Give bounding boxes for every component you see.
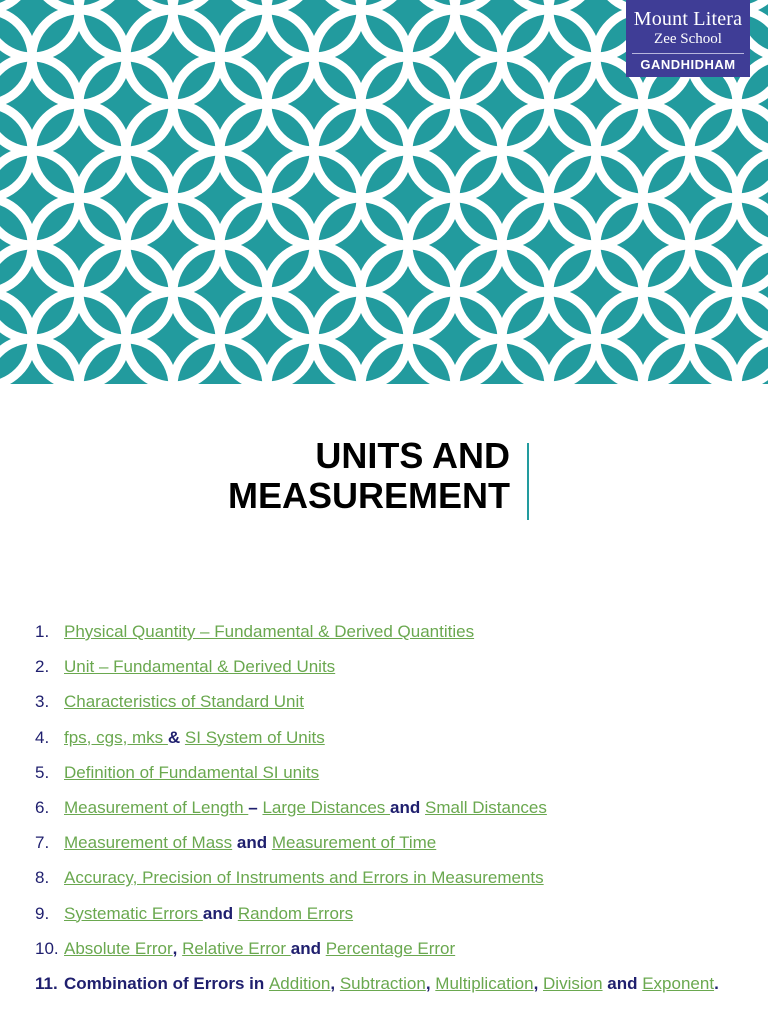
agenda-item-text [64, 620, 744, 644]
agenda-link[interactable]: Multiplication [435, 973, 534, 993]
agenda-item-text [64, 902, 744, 926]
agenda-link[interactable]: Percentage Error [325, 938, 456, 958]
agenda-link[interactable]: Exponent [642, 973, 715, 993]
agenda-link[interactable]: Relative Error [182, 938, 291, 958]
agenda-connector-text: and [390, 797, 425, 817]
agenda-item-number: 6. [35, 797, 50, 817]
agenda-link[interactable]: SI System of Units [184, 727, 325, 747]
agenda-link[interactable]: Systematic Errors [64, 903, 203, 923]
agenda-list [30, 620, 750, 1032]
agenda-connector-text: and [290, 938, 326, 958]
agenda-item-number: 9. [35, 903, 50, 923]
agenda-link[interactable]: Small Distances [425, 797, 547, 817]
agenda-link[interactable]: fps, cgs, mks [64, 727, 168, 747]
agenda-item-text [64, 937, 744, 961]
agenda-connector-text: and [202, 903, 238, 923]
agenda-link[interactable]: Physical Quantity – Fundamental & Derived Quantities [64, 622, 475, 641]
agenda-item-number: 7. [35, 833, 50, 853]
logo-name: Mount Litera [633, 8, 743, 30]
agenda-item [30, 796, 750, 831]
logo-location: GANDHIDHAM [640, 57, 736, 72]
agenda-item [30, 972, 750, 1032]
agenda-connector-text: . [714, 973, 719, 993]
agenda-item-text [64, 655, 744, 679]
agenda-item [30, 937, 750, 972]
agenda-link[interactable]: Subtraction [339, 973, 426, 993]
agenda-link[interactable]: Absolute Error [64, 938, 173, 958]
agenda-connector-text: , [425, 973, 436, 993]
agenda-item [30, 866, 750, 901]
agenda-item-text [64, 726, 744, 750]
agenda-item-text [64, 690, 744, 714]
agenda-item-number: 1. [35, 622, 50, 641]
agenda-link[interactable]: Measurement of Time [271, 833, 437, 853]
agenda-item-text [64, 972, 744, 996]
agenda-item-number: 5. [35, 762, 50, 782]
agenda-link[interactable]: Division [543, 973, 603, 993]
agenda-item-number: 3. [35, 692, 50, 712]
agenda-item-number: 4. [35, 727, 50, 747]
agenda-link[interactable]: Unit – Fundamental & Derived Units [64, 657, 336, 677]
agenda-item [30, 620, 750, 655]
agenda-item [30, 690, 750, 725]
agenda-item-text [64, 761, 744, 785]
agenda-link[interactable]: Measurement of Length [64, 797, 249, 817]
agenda-item [30, 831, 750, 866]
logo-divider [632, 53, 744, 54]
agenda-link[interactable]: Characteristics of Standard Unit [64, 692, 304, 712]
agenda-connector-text: and [232, 833, 272, 853]
agenda-item-number: 8. [35, 868, 50, 888]
agenda-link[interactable]: Accuracy, Precision of Instruments and Errors in Measurements [64, 868, 544, 888]
agenda-item-text [64, 796, 744, 820]
agenda-connector-text: Combination of Errors in [64, 973, 269, 993]
agenda-item-number: 2. [35, 657, 50, 677]
logo-subname: Zee School [654, 31, 722, 47]
agenda-item [30, 761, 750, 796]
agenda-connector-text: & [167, 727, 185, 747]
agenda-item-text [64, 866, 744, 890]
agenda-link[interactable]: Measurement of Mass [64, 833, 233, 853]
page-title [228, 436, 510, 516]
agenda-link[interactable]: Addition [268, 973, 331, 993]
agenda-connector-text: , [172, 938, 183, 958]
agenda-item [30, 726, 750, 761]
title-line-2: MEASUREMENT [227, 475, 510, 516]
agenda-item-text [64, 831, 744, 855]
agenda-item [30, 655, 750, 690]
title-line-1: UNITS AND [315, 435, 510, 476]
agenda-link[interactable]: Definition of Fundamental SI units [64, 762, 320, 782]
agenda-item-number: 10. [35, 938, 59, 958]
agenda-connector-text: , [330, 973, 340, 993]
title-accent-bar [527, 443, 529, 520]
agenda-item-number: 11. [35, 973, 58, 993]
agenda-link[interactable]: Large Distances [262, 797, 391, 817]
agenda-connector-text: and [602, 973, 643, 993]
agenda-link[interactable]: Random Errors [237, 903, 354, 923]
agenda-connector-text: , [533, 973, 544, 993]
agenda-connector-text: – [248, 797, 263, 817]
school-logo [626, 0, 750, 77]
pattern-circle [0, 0, 32, 10]
agenda-item [30, 902, 750, 937]
